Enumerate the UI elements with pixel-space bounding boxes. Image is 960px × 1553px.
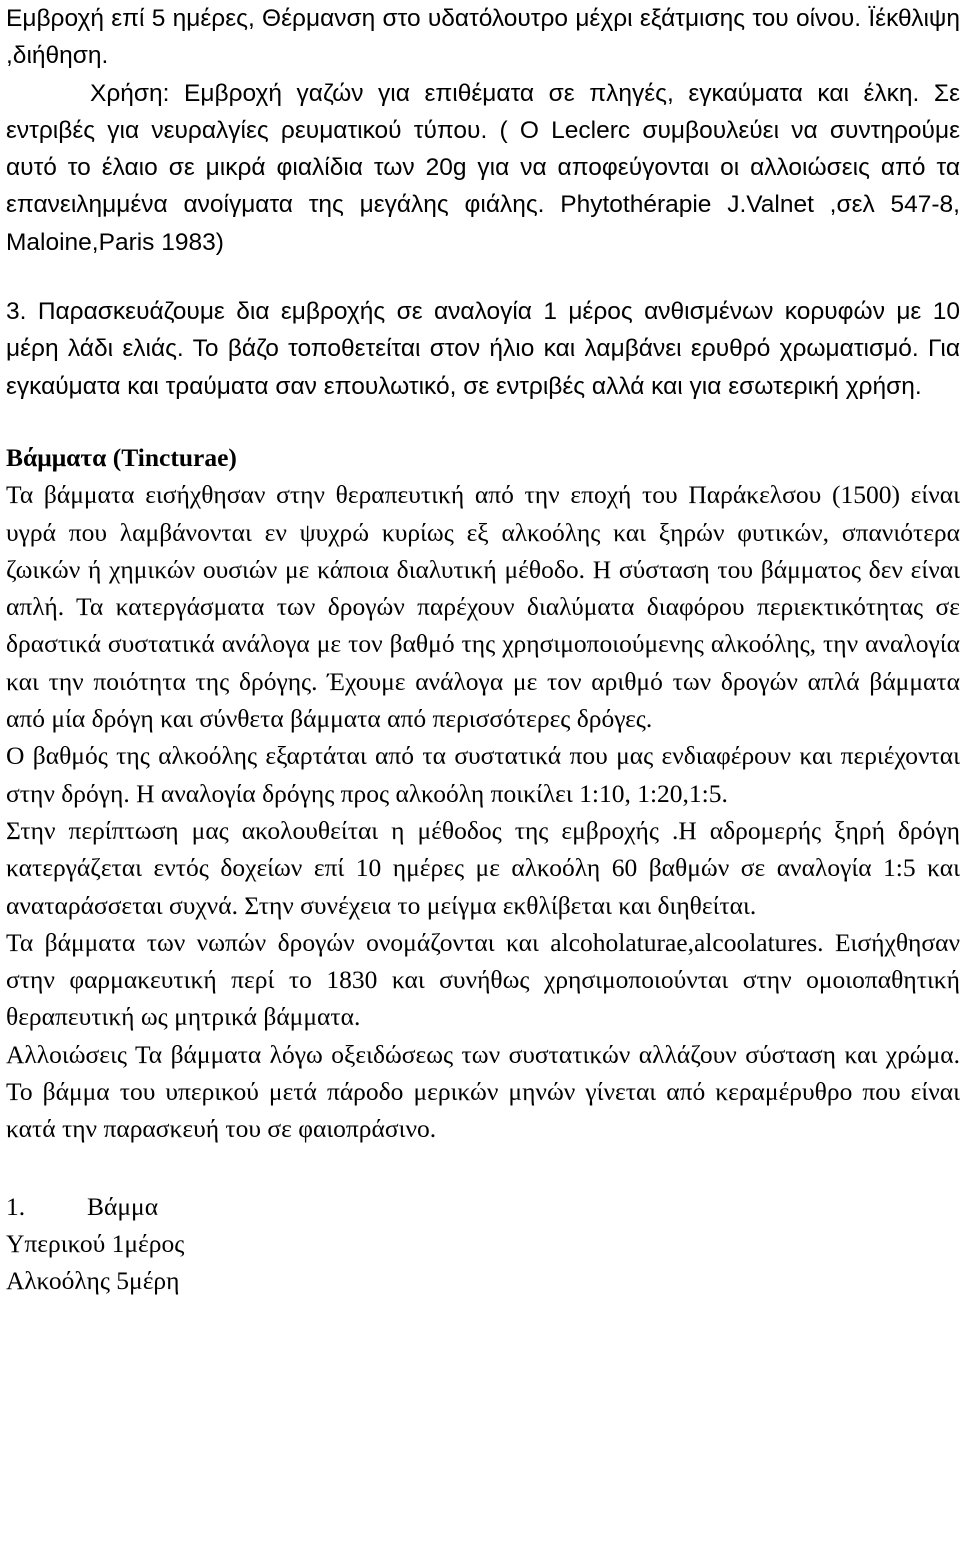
usage-text: Χρήση: Εμβροχή γαζών για επιθέματα σε πληγές, εγκαύματα και έλκη. Σε εντριβές για νευραλγίες ρευματικού τύπου. ( Ο Leclerc συμβουλεύει να συντηρούμε αυτό το έλαιο σε μικρά φιαλίδια των 20g για να αποφεύγονται οι αλλοιώσεις από τα επανειλημμένα ανοίγματα της μεγάλης φιάλης. bbox=[6, 79, 960, 219]
section-b-text-2: Το βάζο τοποθετείται στον ήλιο και λαμβάνει ερυθρό χρωματισμό. bbox=[192, 335, 919, 363]
section-b-text-3: Για εγκαύματα και τραύματα σαν επουλωτικό, σε εντριβές αλλά και για εσωτερική χρήση. bbox=[6, 335, 960, 400]
recipe-ingredient-2: Αλκοόλης 5μέρη bbox=[6, 1266, 180, 1296]
section-b-paragraph bbox=[6, 293, 960, 405]
document-page bbox=[6, 0, 960, 1300]
section-a-usage bbox=[6, 75, 960, 261]
tinctures-paragraph-3: Στην περίπτωση μας ακολουθείται η μέθοδος της εμβροχής .Η αδρομερής ξηρή δρόγη κατεργάζεται εντός δοχείων επί 10 ημέρες με αλκοόλη 60 βαθμών σε αναλογία 1:5 και αναταράσσεται συχνά. Στην συνέχεια το μείγμα εκθλίβεται και διηθείται. bbox=[6, 815, 960, 920]
recipe-ingredient-1: Υπερικού 1μέρος bbox=[6, 1228, 185, 1258]
citation: Phytothérapie J.Valnet ,σελ 547-8, Maloine,Paris 1983) bbox=[6, 191, 960, 256]
tinctures-paragraph-1: Τα βάμματα εισήχθησαν στην θεραπευτική από την εποχή του Παράκελσου (1500) είναι υγρά που λαμβάνονται εν ψυχρώ κυρίως εξ αλκοόλης και ξηρών φυτικών, σπανιότερα ζωικών ή χημικών ουσιών με κάποια διαλυτική μέθοδο. Η σύσταση του βάμματος δεν είναι απλή. Τα κατεργάσματα των δρογών παρέχουν διαλύματα διαφόρου περιεκτικότητας σε δραστικά συστατικά ανάλογα με τον βαθμό της χρησιμοποιούμενης αλκοόλης, την αναλογία και την ποιότητα της δρόγης. Έχουμε ανάλογα με τον αριθμό των δρογών απλά βάμματα από μία δρόγη και σύνθετα βάμματα από περισσότερες δρόγες. bbox=[6, 480, 960, 734]
tinctures-paragraph-5: Αλλοιώσεις Τα βάμματα λόγω οξειδώσεως των συστατικών αλλάζουν σύσταση και χρώμα. Το βάμμα του υπερικού μετά πάροδο μερικών μηνών γίνεται από κεραμέρυθρο που είναι κατά την παρασκευή του σε φαιοπράσινο. bbox=[6, 1039, 960, 1144]
tinctures-heading: Βάμματα (Tincturae) bbox=[6, 442, 237, 472]
recipe-title-line bbox=[6, 1188, 960, 1225]
section-a-line-1: Εμβροχή επί 5 ημέρες, Θέρμανση στο υδατόλουτρο μέχρι εξάτμισης του οίνου. Ϊέκθλιψη ,διήθηση. bbox=[6, 5, 960, 70]
tinctures-paragraph-4: Τα βάμματα των νωπών δρογών ονομάζονται και alcoholaturae,alcoolatures. Εισήχθησαν στην φαρμακευτική περί το 1830 και συνήθως χρησιμοποιούνται στην ομοιοπαθητική θεραπευτική ως μητρικά βάμματα. bbox=[6, 927, 960, 1032]
tinctures-paragraph-2: Ο βαθμός της αλκοόλης εξαρτάται από τα συστατικά που μας ενδιαφέρουν και περιέχονται στην δρόγη. Η αναλογία δρόγης προς αλκοόλη ποικίλει 1:10, 1:20,1:5. bbox=[6, 741, 960, 808]
recipe-title: Βάμμα bbox=[87, 1191, 159, 1221]
recipe-number: 1. bbox=[6, 1191, 26, 1221]
section-b-text-1: 3. Παρασκευάζουμε δια εμβροχής σε αναλογία 1 μέρος ανθισμένων κορυφών με 10 μέρη λάδι ελιάς. bbox=[6, 298, 960, 363]
